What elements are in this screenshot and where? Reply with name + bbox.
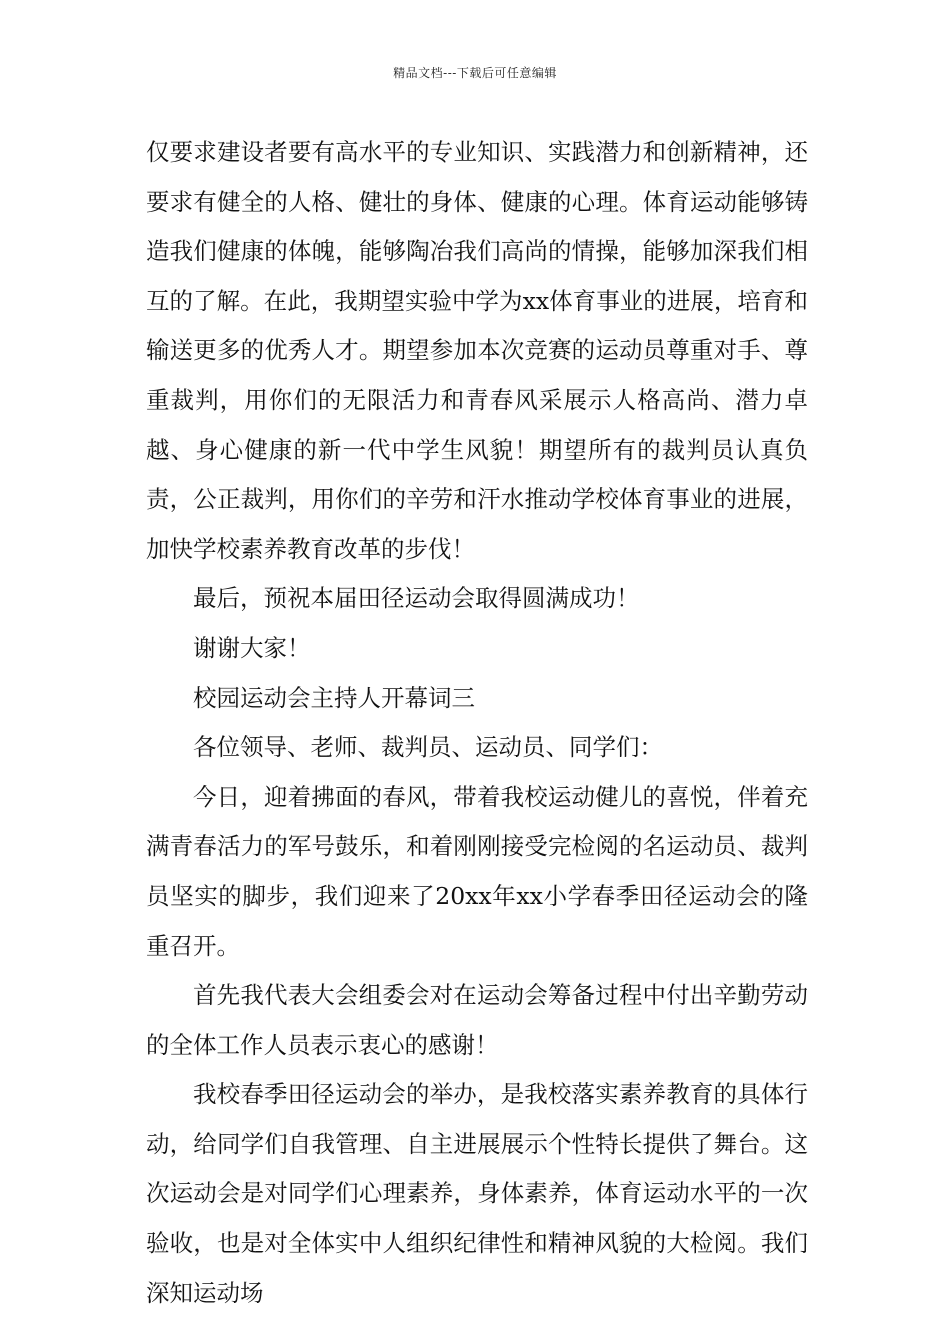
section-title: 校园运动会主持人开幕词三 (193, 683, 475, 712)
paragraph-purpose: 我校春季田径运动会的举办，是我校落实素养教育的具体行动，给同学们自我管理、自主进展展示个性特长提供了舞台。这次运动会是对同学们心理素养，身体素养，体育运动水平的一次验收，也是对全体实中人组织纪律性和精神风貌的大检阅。我们深知运动场 (146, 1080, 808, 1307)
page-header: 精品文档---下载后可任意编辑 (393, 66, 557, 80)
paragraph-salutation: 各位领导、老师、裁判员、运动员、同学们： (193, 733, 663, 762)
paragraph-gratitude: 首先我代表大会组委会对在运动会筹备过程中付出辛勤劳动的全体工作人员表示衷心的感谢！ (146, 981, 808, 1059)
document-body (146, 128, 808, 1318)
paragraph-thanks: 谢谢大家！ (193, 633, 311, 662)
paragraph-continuation: 仅要求建设者要有高水平的专业知识、实践潜力和创新精神，还要求有健全的人格、健壮的身体、健康的心理。体育运动能够铸造我们健康的体魄，能够陶冶我们高尚的情操，能够加深我们相互的了解。在此，我期望实验中学为xx体育事业的进展，培育和输送更多的优秀人才。期望参加本次竞赛的运动员尊重对手、尊重裁判，用你们的无限活力和青春风采展示人格高尚、潜力卓越、身心健康的新一代中学生风貌！期望所有的裁判员认真负责，公正裁判，用你们的辛劳和汗水推动学校体育事业的进展，加快学校素养教育改革的步伐！ (146, 138, 808, 563)
paragraph-opening: 今日，迎着拂面的春风，带着我校运动健儿的喜悦，伴着充满青春活力的军号鼓乐，和着刚刚接受完检阅的名运动员、裁判员坚实的脚步，我们迎来了20xx年xx小学春季田径运动会的隆重召开。 (146, 782, 808, 960)
paragraph-closing-wish: 最后，预祝本届田径运动会取得圆满成功！ (193, 584, 640, 613)
